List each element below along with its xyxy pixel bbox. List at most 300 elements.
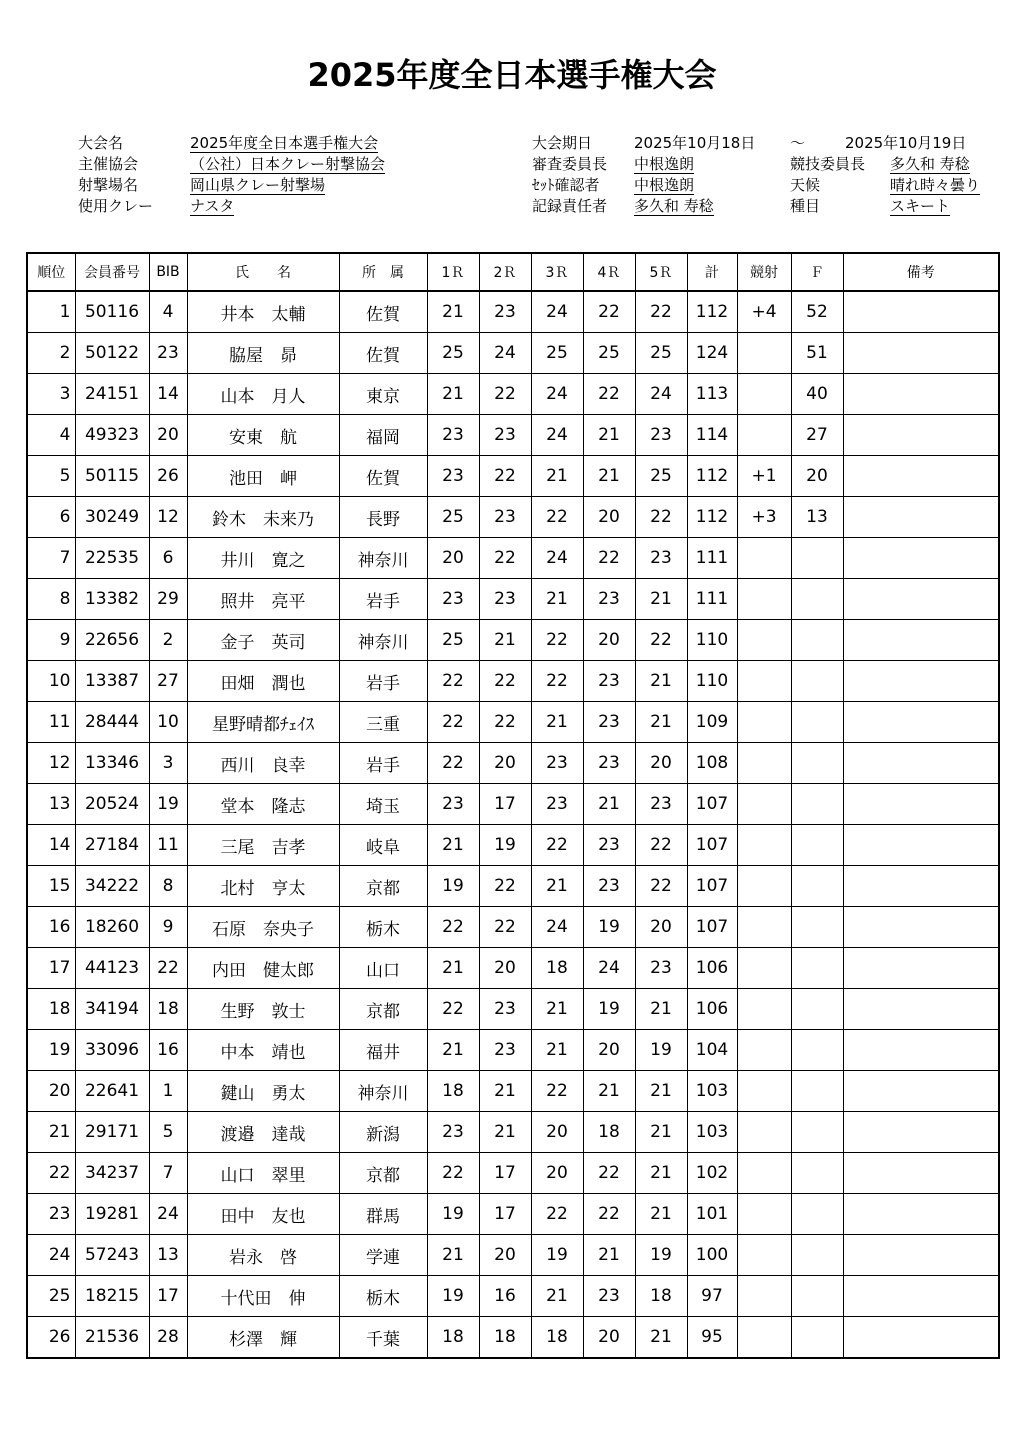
- cell-bib: 7: [149, 1153, 187, 1194]
- cell-name: 照井 亮平: [187, 579, 339, 620]
- cell-affiliation: 埼玉: [339, 784, 427, 825]
- cell-round-5: 21: [635, 702, 687, 743]
- cell-remarks: [843, 661, 999, 702]
- info-value-host: （公社）日本クレー射撃協会: [190, 155, 386, 173]
- cell-affiliation: 佐賀: [339, 291, 427, 333]
- cell-rank: 3: [27, 374, 75, 415]
- cell-round-2: 23: [479, 989, 531, 1030]
- cell-total: 111: [687, 579, 737, 620]
- table-row: [27, 1112, 999, 1153]
- cell-round-3: 22: [531, 497, 583, 538]
- cell-bib: 9: [149, 907, 187, 948]
- cell-round-1: 22: [427, 702, 479, 743]
- info-label-tournament: 大会名: [78, 134, 124, 152]
- cell-name: 金子 英司: [187, 620, 339, 661]
- cell-round-3: 23: [531, 784, 583, 825]
- cell-round-5: 23: [635, 948, 687, 989]
- cell-shoot-off: [737, 866, 791, 907]
- cell-final: 52: [791, 291, 843, 333]
- cell-final: [791, 661, 843, 702]
- cell-remarks: [843, 948, 999, 989]
- info-label-clay: 使用クレー: [78, 197, 154, 215]
- table-row: [27, 866, 999, 907]
- info-label-jury-chair: 審査委員長: [532, 155, 608, 173]
- cell-rank: 13: [27, 784, 75, 825]
- table-row: [27, 374, 999, 415]
- cell-rank: 19: [27, 1030, 75, 1071]
- table-row: [27, 784, 999, 825]
- cell-remarks: [843, 1317, 999, 1359]
- cell-member-no: 22656: [75, 620, 149, 661]
- cell-round-3: 21: [531, 989, 583, 1030]
- cell-round-2: 20: [479, 743, 531, 784]
- cell-shoot-off: [737, 825, 791, 866]
- cell-round-5: 23: [635, 538, 687, 579]
- cell-total: 106: [687, 948, 737, 989]
- cell-bib: 10: [149, 702, 187, 743]
- cell-name: 三尾 吉孝: [187, 825, 339, 866]
- cell-affiliation: 千葉: [339, 1317, 427, 1359]
- cell-bib: 19: [149, 784, 187, 825]
- header-affiliation: 所 属: [339, 253, 427, 291]
- cell-round-2: 17: [479, 1153, 531, 1194]
- table-row: [27, 1153, 999, 1194]
- cell-round-2: 17: [479, 784, 531, 825]
- cell-name: 内田 健太郎: [187, 948, 339, 989]
- table-row: [27, 456, 999, 497]
- cell-shoot-off: [737, 948, 791, 989]
- info-value-clay: ナスタ: [190, 197, 235, 215]
- cell-shoot-off: [737, 1317, 791, 1359]
- cell-member-no: 50115: [75, 456, 149, 497]
- cell-shoot-off: [737, 989, 791, 1030]
- cell-round-4: 22: [583, 291, 635, 333]
- cell-round-1: 19: [427, 866, 479, 907]
- cell-remarks: [843, 743, 999, 784]
- cell-round-2: 23: [479, 497, 531, 538]
- cell-total: 107: [687, 907, 737, 948]
- cell-affiliation: 岐阜: [339, 825, 427, 866]
- cell-rank: 23: [27, 1194, 75, 1235]
- table-row: [27, 743, 999, 784]
- cell-member-no: 22535: [75, 538, 149, 579]
- cell-round-3: 21: [531, 702, 583, 743]
- cell-round-4: 23: [583, 743, 635, 784]
- cell-round-1: 23: [427, 456, 479, 497]
- cell-round-1: 21: [427, 1235, 479, 1276]
- cell-rank: 10: [27, 661, 75, 702]
- cell-round-1: 19: [427, 1194, 479, 1235]
- cell-round-4: 20: [583, 497, 635, 538]
- cell-rank: 25: [27, 1276, 75, 1317]
- cell-round-3: 24: [531, 907, 583, 948]
- cell-round-1: 20: [427, 538, 479, 579]
- cell-final: [791, 1153, 843, 1194]
- cell-affiliation: 岩手: [339, 661, 427, 702]
- cell-remarks: [843, 702, 999, 743]
- cell-round-3: 22: [531, 661, 583, 702]
- cell-name: 西川 良幸: [187, 743, 339, 784]
- cell-name: 安東 航: [187, 415, 339, 456]
- cell-round-3: 24: [531, 374, 583, 415]
- cell-final: [791, 948, 843, 989]
- cell-affiliation: 福岡: [339, 415, 427, 456]
- cell-round-1: 19: [427, 1276, 479, 1317]
- cell-member-no: 28444: [75, 702, 149, 743]
- cell-name: 鈴木 未来乃: [187, 497, 339, 538]
- cell-round-3: 24: [531, 415, 583, 456]
- cell-member-no: 50116: [75, 291, 149, 333]
- cell-shoot-off: [737, 661, 791, 702]
- cell-member-no: 44123: [75, 948, 149, 989]
- cell-member-no: 30249: [75, 497, 149, 538]
- cell-rank: 24: [27, 1235, 75, 1276]
- cell-round-4: 22: [583, 1153, 635, 1194]
- cell-round-4: 23: [583, 1276, 635, 1317]
- cell-bib: 26: [149, 456, 187, 497]
- cell-total: 106: [687, 989, 737, 1030]
- cell-shoot-off: [737, 333, 791, 374]
- table-row: [27, 825, 999, 866]
- cell-rank: 9: [27, 620, 75, 661]
- cell-round-3: 21: [531, 1276, 583, 1317]
- cell-round-4: 22: [583, 538, 635, 579]
- cell-name: 井川 寛之: [187, 538, 339, 579]
- cell-round-2: 21: [479, 620, 531, 661]
- cell-round-3: 24: [531, 538, 583, 579]
- cell-round-2: 22: [479, 538, 531, 579]
- cell-round-5: 19: [635, 1030, 687, 1071]
- cell-bib: 3: [149, 743, 187, 784]
- cell-final: [791, 866, 843, 907]
- table-row: [27, 1276, 999, 1317]
- header-round-4: 4Ｒ: [583, 253, 635, 291]
- cell-round-5: 20: [635, 907, 687, 948]
- cell-round-3: 21: [531, 866, 583, 907]
- cell-remarks: [843, 1071, 999, 1112]
- cell-round-2: 21: [479, 1112, 531, 1153]
- cell-affiliation: 栃木: [339, 1276, 427, 1317]
- cell-member-no: 34194: [75, 989, 149, 1030]
- cell-affiliation: 京都: [339, 1153, 427, 1194]
- cell-remarks: [843, 1030, 999, 1071]
- cell-member-no: 34222: [75, 866, 149, 907]
- header-total: 計: [687, 253, 737, 291]
- cell-bib: 23: [149, 333, 187, 374]
- table-row: [27, 415, 999, 456]
- cell-final: 20: [791, 456, 843, 497]
- cell-affiliation: 福井: [339, 1030, 427, 1071]
- cell-rank: 14: [27, 825, 75, 866]
- cell-round-2: 22: [479, 907, 531, 948]
- cell-round-1: 23: [427, 784, 479, 825]
- cell-round-4: 21: [583, 415, 635, 456]
- header-remarks: 備考: [843, 253, 999, 291]
- info-label-event: 種目: [790, 197, 821, 215]
- info-label-competition-chair: 競技委員長: [790, 155, 866, 173]
- cell-round-3: 22: [531, 1194, 583, 1235]
- cell-total: 100: [687, 1235, 737, 1276]
- cell-affiliation: 神奈川: [339, 538, 427, 579]
- cell-final: [791, 1030, 843, 1071]
- table-row: [27, 989, 999, 1030]
- cell-round-4: 20: [583, 1317, 635, 1359]
- cell-round-2: 20: [479, 948, 531, 989]
- cell-shoot-off: [737, 1071, 791, 1112]
- cell-bib: 5: [149, 1112, 187, 1153]
- cell-rank: 18: [27, 989, 75, 1030]
- cell-round-1: 21: [427, 374, 479, 415]
- cell-name: 井本 太輔: [187, 291, 339, 333]
- cell-round-2: 23: [479, 291, 531, 333]
- cell-round-5: 25: [635, 456, 687, 497]
- cell-remarks: [843, 989, 999, 1030]
- date-range-separator: ～: [790, 134, 806, 152]
- cell-member-no: 22641: [75, 1071, 149, 1112]
- cell-round-2: 22: [479, 456, 531, 497]
- table-row: [27, 579, 999, 620]
- info-value-competition-chair: 多久和 寿稔: [890, 155, 970, 173]
- cell-bib: 28: [149, 1317, 187, 1359]
- page-title: 2025年度全日本選手権大会: [307, 56, 717, 94]
- cell-name: 石原 奈央子: [187, 907, 339, 948]
- cell-shoot-off: [737, 1235, 791, 1276]
- cell-affiliation: 学連: [339, 1235, 427, 1276]
- cell-shoot-off: +4: [737, 291, 791, 333]
- cell-total: 112: [687, 291, 737, 333]
- info-label-set-checker: ｾｯﾄ確認者: [532, 176, 600, 194]
- cell-remarks: [843, 333, 999, 374]
- table-row: [27, 1317, 999, 1359]
- cell-round-1: 25: [427, 333, 479, 374]
- cell-remarks: [843, 907, 999, 948]
- header-round-3: 3Ｒ: [531, 253, 583, 291]
- cell-bib: 11: [149, 825, 187, 866]
- cell-round-2: 24: [479, 333, 531, 374]
- cell-name: 渡邉 達哉: [187, 1112, 339, 1153]
- cell-member-no: 24151: [75, 374, 149, 415]
- cell-round-2: 17: [479, 1194, 531, 1235]
- cell-remarks: [843, 497, 999, 538]
- cell-round-3: 22: [531, 825, 583, 866]
- table-header-row: [27, 253, 999, 291]
- cell-round-5: 24: [635, 374, 687, 415]
- cell-affiliation: 京都: [339, 989, 427, 1030]
- info-label-range: 射撃場名: [78, 176, 139, 194]
- cell-rank: 17: [27, 948, 75, 989]
- cell-final: [791, 538, 843, 579]
- cell-remarks: [843, 415, 999, 456]
- cell-total: 107: [687, 825, 737, 866]
- cell-final: 27: [791, 415, 843, 456]
- cell-shoot-off: [737, 620, 791, 661]
- cell-member-no: 27184: [75, 825, 149, 866]
- cell-bib: 14: [149, 374, 187, 415]
- cell-name: 山口 翠里: [187, 1153, 339, 1194]
- cell-round-1: 23: [427, 579, 479, 620]
- cell-round-4: 24: [583, 948, 635, 989]
- cell-shoot-off: [737, 374, 791, 415]
- cell-round-1: 22: [427, 907, 479, 948]
- cell-shoot-off: [737, 784, 791, 825]
- info-label-weather: 天候: [790, 176, 821, 194]
- cell-final: 13: [791, 497, 843, 538]
- cell-total: 111: [687, 538, 737, 579]
- cell-round-4: 21: [583, 784, 635, 825]
- cell-shoot-off: [737, 1030, 791, 1071]
- cell-shoot-off: [737, 538, 791, 579]
- cell-round-5: 23: [635, 415, 687, 456]
- header-final: Ｆ: [791, 253, 843, 291]
- cell-rank: 20: [27, 1071, 75, 1112]
- cell-affiliation: 岩手: [339, 743, 427, 784]
- cell-member-no: 20524: [75, 784, 149, 825]
- header-rank: 順位: [27, 253, 75, 291]
- cell-round-5: 21: [635, 579, 687, 620]
- info-value-set-checker: 中根逸朗: [634, 176, 695, 194]
- cell-bib: 8: [149, 866, 187, 907]
- cell-round-2: 21: [479, 1071, 531, 1112]
- table-row: [27, 1071, 999, 1112]
- cell-round-2: 23: [479, 415, 531, 456]
- cell-total: 113: [687, 374, 737, 415]
- cell-round-1: 21: [427, 948, 479, 989]
- cell-total: 108: [687, 743, 737, 784]
- cell-round-5: 21: [635, 1071, 687, 1112]
- cell-name: 脇屋 昴: [187, 333, 339, 374]
- cell-member-no: 18260: [75, 907, 149, 948]
- cell-round-3: 21: [531, 1030, 583, 1071]
- info-value-range: 岡山県クレー射撃場: [190, 176, 326, 194]
- cell-round-2: 22: [479, 374, 531, 415]
- cell-shoot-off: [737, 415, 791, 456]
- cell-total: 104: [687, 1030, 737, 1071]
- cell-round-4: 23: [583, 866, 635, 907]
- cell-total: 103: [687, 1112, 737, 1153]
- cell-remarks: [843, 291, 999, 333]
- cell-member-no: 29171: [75, 1112, 149, 1153]
- cell-round-4: 25: [583, 333, 635, 374]
- cell-name: 池田 岬: [187, 456, 339, 497]
- cell-round-1: 18: [427, 1317, 479, 1359]
- cell-bib: 13: [149, 1235, 187, 1276]
- cell-round-2: 23: [479, 1030, 531, 1071]
- cell-bib: 2: [149, 620, 187, 661]
- cell-rank: 21: [27, 1112, 75, 1153]
- info-label-recorder: 記録責任者: [532, 197, 608, 215]
- cell-bib: 16: [149, 1030, 187, 1071]
- cell-round-5: 21: [635, 1194, 687, 1235]
- cell-total: 110: [687, 620, 737, 661]
- cell-round-4: 23: [583, 579, 635, 620]
- table-row: [27, 907, 999, 948]
- cell-round-5: 21: [635, 1112, 687, 1153]
- table-row: [27, 1235, 999, 1276]
- cell-rank: 12: [27, 743, 75, 784]
- cell-rank: 2: [27, 333, 75, 374]
- header-shoot-off: 競射: [737, 253, 791, 291]
- cell-bib: 24: [149, 1194, 187, 1235]
- header-bib: BIB: [149, 253, 187, 291]
- cell-final: [791, 907, 843, 948]
- table-body: [27, 291, 999, 1358]
- cell-rank: 7: [27, 538, 75, 579]
- cell-rank: 22: [27, 1153, 75, 1194]
- cell-round-2: 22: [479, 661, 531, 702]
- cell-remarks: [843, 1153, 999, 1194]
- cell-member-no: 49323: [75, 415, 149, 456]
- cell-round-2: 22: [479, 702, 531, 743]
- cell-rank: 15: [27, 866, 75, 907]
- cell-round-1: 25: [427, 497, 479, 538]
- cell-member-no: 50122: [75, 333, 149, 374]
- cell-round-4: 22: [583, 374, 635, 415]
- cell-bib: 20: [149, 415, 187, 456]
- cell-round-2: 23: [479, 579, 531, 620]
- cell-final: [791, 1112, 843, 1153]
- cell-final: [791, 620, 843, 661]
- cell-round-5: 21: [635, 661, 687, 702]
- cell-name: 山本 月人: [187, 374, 339, 415]
- cell-affiliation: 神奈川: [339, 620, 427, 661]
- cell-round-1: 22: [427, 1153, 479, 1194]
- info-value-weather: 晴れ時々曇り: [890, 176, 981, 194]
- cell-round-1: 23: [427, 415, 479, 456]
- header-round-2: 2Ｒ: [479, 253, 531, 291]
- cell-round-1: 22: [427, 989, 479, 1030]
- cell-shoot-off: [737, 1194, 791, 1235]
- cell-final: 51: [791, 333, 843, 374]
- cell-final: [791, 579, 843, 620]
- cell-remarks: [843, 866, 999, 907]
- cell-round-4: 19: [583, 907, 635, 948]
- cell-round-4: 20: [583, 620, 635, 661]
- cell-rank: 11: [27, 702, 75, 743]
- cell-bib: 29: [149, 579, 187, 620]
- cell-round-1: 21: [427, 825, 479, 866]
- info-value-start-date: 2025年10月18日: [634, 134, 756, 152]
- cell-name: 鍵山 勇太: [187, 1071, 339, 1112]
- cell-shoot-off: [737, 907, 791, 948]
- cell-total: 97: [687, 1276, 737, 1317]
- table-row: [27, 620, 999, 661]
- cell-remarks: [843, 538, 999, 579]
- cell-round-3: 24: [531, 291, 583, 333]
- cell-rank: 1: [27, 291, 75, 333]
- cell-round-4: 21: [583, 1071, 635, 1112]
- cell-round-3: 21: [531, 456, 583, 497]
- table-row: [27, 333, 999, 374]
- cell-bib: 18: [149, 989, 187, 1030]
- cell-name: 田中 友也: [187, 1194, 339, 1235]
- cell-round-1: 21: [427, 291, 479, 333]
- cell-round-2: 22: [479, 866, 531, 907]
- table-row: [27, 291, 999, 333]
- cell-remarks: [843, 784, 999, 825]
- cell-shoot-off: [737, 743, 791, 784]
- cell-name: 北村 亨太: [187, 866, 339, 907]
- cell-member-no: 57243: [75, 1235, 149, 1276]
- cell-total: 107: [687, 866, 737, 907]
- cell-member-no: 18215: [75, 1276, 149, 1317]
- cell-round-2: 20: [479, 1235, 531, 1276]
- cell-round-3: 18: [531, 948, 583, 989]
- cell-round-2: 18: [479, 1317, 531, 1359]
- info-value-tournament: 2025年度全日本選手権大会: [190, 134, 379, 152]
- results-table: [26, 252, 1000, 1359]
- cell-bib: 27: [149, 661, 187, 702]
- header-round-1: 1Ｒ: [427, 253, 479, 291]
